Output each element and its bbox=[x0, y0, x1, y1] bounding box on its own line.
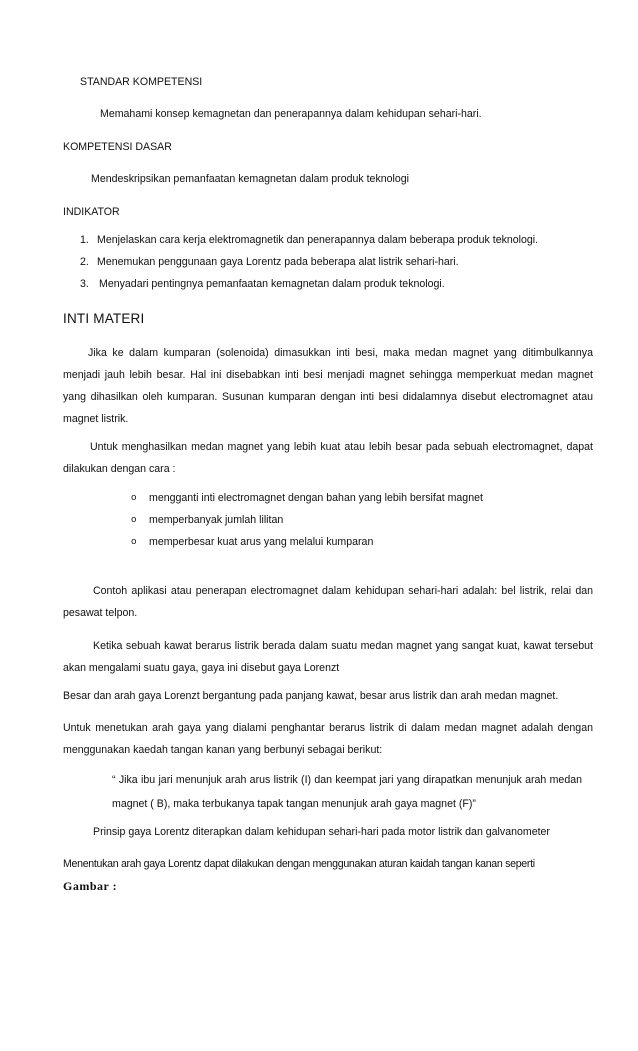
list-item bbox=[131, 531, 591, 553]
list-number: 2. bbox=[80, 256, 89, 268]
bullet-circle-icon: o bbox=[131, 493, 137, 503]
indikator-list bbox=[80, 229, 600, 295]
list-text: Menyadari pentingnya pemanfaatan kemagnetan dalam produk teknologi. bbox=[99, 278, 445, 290]
materi-paragraph-1: Jika ke dalam kumparan (solenoida) dimasukkan inti besi, maka medan magnet yang ditimbulkannya menjadi jauh lebih besar. Hal ini disebabkan inti besi menjadi magnet sehingga memperkuat medan magnet yang dihasilkan oleh kumparan. Susunan kumparan dengan inti besi didalamnya disebut electromagnet atau magnet listrik. bbox=[63, 347, 593, 425]
materi-paragraph-7: Prinsip gaya Lorentz diterapkan dalam kehidupan sehari-hari pada motor listrik dan galvanometer bbox=[93, 826, 550, 838]
kompetensi-dasar-text: Mendeskripsikan pemanfaatan kemagnetan dalam produk teknologi bbox=[91, 173, 410, 185]
materi-paragraph-4: Ketika sebuah kawat berarus listrik berada dalam suatu medan magnet yang sangat kuat, kawat tersebut akan mengalami suatu gaya, gaya ini disebut gaya Lorenzt bbox=[63, 640, 593, 674]
materi-paragraph-2: Untuk menghasilkan medan magnet yang lebih kuat atau lebih besar pada sebuah electromagnet, dapat dilakukan dengan cara : bbox=[63, 441, 593, 475]
cara-bullet-list bbox=[131, 487, 591, 553]
kaidah-tangan-kanan-quote: “ Jika ibu jari menunjuk arah arus listrik (I) dan keempat jari yang dirapatkan menunjuk arah medan magnet ( B), maka terbukanya tapak tangan menunjuk arah gaya magnet (F)” bbox=[112, 774, 582, 810]
gambar-label: Gambar : bbox=[63, 879, 118, 893]
bullet-circle-icon: o bbox=[131, 515, 137, 525]
indikator-heading: INDIKATOR bbox=[63, 206, 120, 218]
materi-paragraph-6: Untuk menetukan arah gaya yang dialami penghantar berarus listrik di dalam medan magnet adalah dengan menggunakan kaedah tangan kanan yang berbunyi sebagai berikut: bbox=[63, 722, 593, 756]
list-item bbox=[80, 229, 600, 251]
kompetensi-dasar-heading: KOMPETENSI DASAR bbox=[63, 141, 172, 153]
list-text: Menjelaskan cara kerja elektromagnetik dan penerapannya dalam beberapa produk teknologi. bbox=[97, 234, 539, 246]
list-text: Menemukan penggunaan gaya Lorentz pada beberapa alat listrik sehari-hari. bbox=[97, 256, 459, 268]
list-item bbox=[131, 509, 591, 531]
list-item bbox=[80, 251, 600, 273]
bullet-circle-icon: o bbox=[131, 537, 137, 547]
list-number: 3. bbox=[80, 278, 89, 290]
bullet-text: memperbanyak jumlah lilitan bbox=[149, 514, 284, 526]
list-number: 1. bbox=[80, 234, 89, 246]
bullet-text: mengganti inti electromagnet dengan bahan yang lebih bersifat magnet bbox=[149, 492, 483, 504]
list-item bbox=[131, 487, 591, 509]
materi-paragraph-8: Menentukan arah gaya Lorentz dapat dilakukan dengan menggunakan aturan kaidah tangan kanan seperti bbox=[63, 858, 535, 870]
materi-paragraph-3: Contoh aplikasi atau penerapan electromagnet dalam kehidupan sehari-hari adalah: bel listrik, relai dan pesawat telpon. bbox=[63, 585, 593, 619]
inti-materi-heading: INTI MATERI bbox=[63, 311, 145, 326]
standar-kompetensi-text: Memahami konsep kemagnetan dan penerapannya dalam kehidupan sehari-hari. bbox=[100, 108, 482, 120]
standar-kompetensi-heading: STANDAR KOMPETENSI bbox=[80, 76, 203, 88]
materi-paragraph-5: Besar dan arah gaya Lorenzt bergantung pada panjang kawat, besar arus listrik dan arah medan magnet. bbox=[63, 690, 559, 702]
list-item bbox=[80, 273, 600, 295]
bullet-text: memperbesar kuat arus yang melalui kumparan bbox=[149, 536, 374, 548]
